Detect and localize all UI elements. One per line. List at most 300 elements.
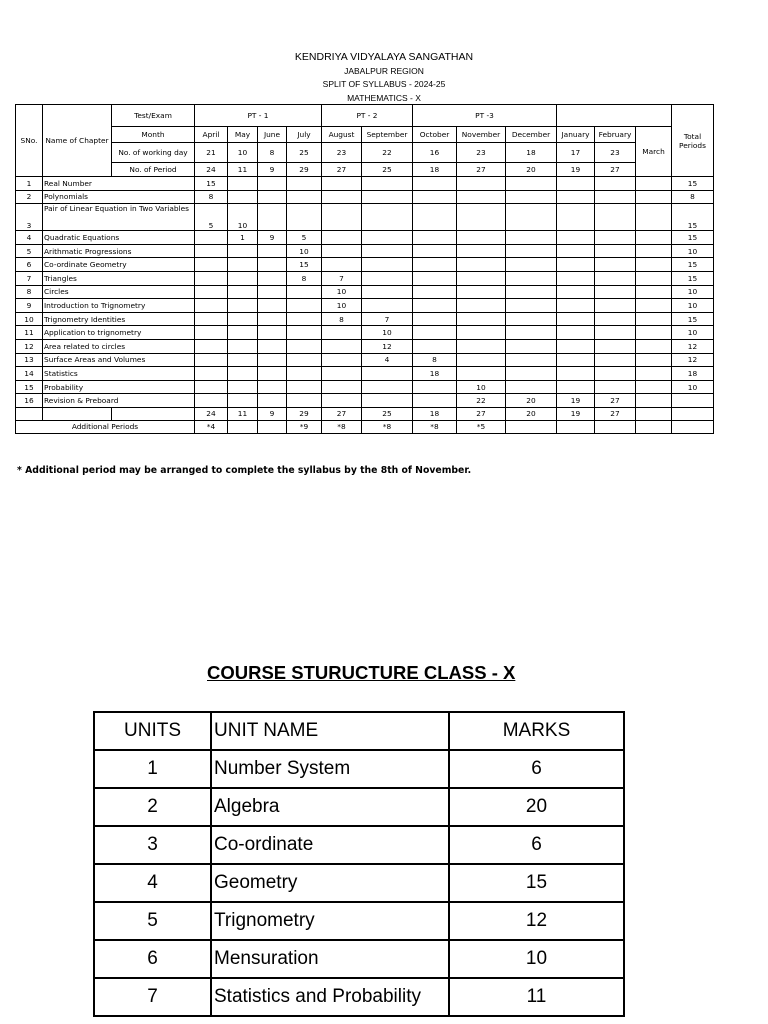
period-cell: 12: [362, 339, 413, 353]
period-cell: [595, 177, 636, 191]
month-cell: September: [362, 127, 413, 143]
period-cell: [195, 258, 228, 272]
total-periods-header: Total Periods: [672, 105, 714, 177]
period-cell: [595, 258, 636, 272]
period-cell: [258, 190, 287, 204]
unit-name: Co-ordinate: [211, 826, 449, 864]
period-cell: [636, 271, 672, 285]
periods-cell: 19: [557, 163, 595, 177]
chapter-total: 15: [672, 271, 714, 285]
period-cell: [457, 231, 506, 245]
period-cell: [557, 190, 595, 204]
periods-cell: 25: [362, 163, 413, 177]
unit-name: Mensuration: [211, 940, 449, 978]
period-cell: [413, 380, 457, 394]
period-cell: [258, 271, 287, 285]
period-cell: [636, 312, 672, 326]
pt3-header: PT -3: [413, 105, 557, 127]
period-cell: [322, 380, 362, 394]
total-cell: 9: [258, 407, 287, 420]
month-cell: January: [557, 127, 595, 143]
total-cell: 25: [362, 407, 413, 420]
periods-cell: 29: [287, 163, 322, 177]
period-cell: 8: [287, 271, 322, 285]
additional-cell: [506, 420, 557, 433]
period-cell: [258, 177, 287, 191]
period-cell: [595, 271, 636, 285]
period-cell: 15: [195, 177, 228, 191]
period-cell: 7: [322, 271, 362, 285]
period-cell: [457, 339, 506, 353]
chapter-row: [16, 326, 714, 340]
period-cell: [413, 231, 457, 245]
period-cell: [362, 231, 413, 245]
total-cell: 27: [322, 407, 362, 420]
period-cell: [258, 326, 287, 340]
course-row: [94, 940, 624, 978]
unit-marks: 12: [449, 902, 624, 940]
period-cell: 10: [362, 326, 413, 340]
period-cell: [457, 353, 506, 367]
period-cell: [636, 380, 672, 394]
period-cell: [258, 258, 287, 272]
period-cell: [557, 353, 595, 367]
period-cell: [506, 380, 557, 394]
chapter-name: Application to trignometry: [43, 326, 195, 340]
period-cell: 7: [362, 312, 413, 326]
periods-cell: 27: [457, 163, 506, 177]
unit-marks: 20: [449, 788, 624, 826]
chapter-name: Surface Areas and Volumes: [43, 353, 195, 367]
month-cell: April: [195, 127, 228, 143]
period-cell: [636, 367, 672, 381]
additional-cell: [636, 420, 672, 433]
period-cell: [557, 285, 595, 299]
unit-name: Geometry: [211, 864, 449, 902]
unit-marks: 6: [449, 826, 624, 864]
additional-cell: *8: [322, 420, 362, 433]
period-cell: [457, 190, 506, 204]
additional-cell: *8: [362, 420, 413, 433]
period-cell: [557, 299, 595, 313]
period-cell: [258, 204, 287, 231]
period-cell: [322, 339, 362, 353]
additional-periods-label: Additional Periods: [16, 420, 195, 433]
period-cell: [258, 339, 287, 353]
unit-name: Number System: [211, 750, 449, 788]
period-cell: [636, 204, 672, 231]
month-cell: May: [228, 127, 258, 143]
period-cell: [228, 367, 258, 381]
period-cell: [595, 231, 636, 245]
month-cell: October: [413, 127, 457, 143]
period-cell: 22: [457, 394, 506, 408]
chapter-name: Polynomials: [43, 190, 195, 204]
course-header-row: [94, 712, 624, 750]
period-cell: [258, 299, 287, 313]
period-cell: [413, 204, 457, 231]
period-cell: [595, 190, 636, 204]
chapter-row: [16, 299, 714, 313]
month-cell: July: [287, 127, 322, 143]
chapter-name: Statistics: [43, 367, 195, 381]
period-cell: 18: [413, 367, 457, 381]
chapter-row: [16, 380, 714, 394]
course-row: [94, 750, 624, 788]
chapter-total: 15: [672, 177, 714, 191]
chapter-row: [16, 190, 714, 204]
period-cell: 10: [228, 204, 258, 231]
subject-title: MATHEMATICS - X: [347, 93, 421, 103]
chapter-row: [16, 312, 714, 326]
additional-cell: *4: [195, 420, 228, 433]
chapter-name: Introduction to Trignometry: [43, 299, 195, 313]
blank-header-cell: [557, 105, 672, 127]
additional-cell: *8: [413, 420, 457, 433]
working-days-cell: 17: [557, 143, 595, 163]
chapter-total: 15: [672, 312, 714, 326]
period-cell: 8: [322, 312, 362, 326]
period-cell: [413, 258, 457, 272]
periods-label: No. of Period: [112, 163, 195, 177]
period-cell: [636, 258, 672, 272]
period-cell: 10: [287, 244, 322, 258]
total-cell: [636, 407, 672, 420]
org-title: KENDRIYA VIDYALAYA SANGATHAN: [294, 51, 474, 63]
period-cell: [362, 190, 413, 204]
period-cell: [195, 285, 228, 299]
chapter-sno: 10: [16, 312, 43, 326]
periods-cell: 24: [195, 163, 228, 177]
period-cell: [506, 312, 557, 326]
working-days-cell: 22: [362, 143, 413, 163]
period-cell: [362, 271, 413, 285]
period-cell: [595, 299, 636, 313]
period-cell: [258, 367, 287, 381]
period-cell: [322, 367, 362, 381]
period-cell: [413, 271, 457, 285]
period-cell: [595, 204, 636, 231]
period-cell: 8: [195, 190, 228, 204]
working-days-cell: 18: [506, 143, 557, 163]
period-cell: [258, 380, 287, 394]
unit-marks: 11: [449, 978, 624, 1016]
period-cell: [287, 177, 322, 191]
chapter-sno: 1: [16, 177, 43, 191]
chapter-sno: 14: [16, 367, 43, 381]
chapter-total: 15: [672, 231, 714, 245]
period-cell: [287, 326, 322, 340]
period-cell: [413, 326, 457, 340]
chapter-sno: 2: [16, 190, 43, 204]
period-cell: [362, 204, 413, 231]
unit-number: 1: [94, 750, 211, 788]
period-cell: [362, 394, 413, 408]
periods-cell: 27: [322, 163, 362, 177]
unit-name: Algebra: [211, 788, 449, 826]
chapter-sno: 3: [16, 204, 43, 231]
period-cell: [636, 285, 672, 299]
period-cell: [258, 285, 287, 299]
period-cell: 10: [457, 380, 506, 394]
period-cell: [287, 285, 322, 299]
chapter-row: [16, 285, 714, 299]
period-cell: [322, 394, 362, 408]
chapter-row: [16, 394, 714, 408]
course-row: [94, 826, 624, 864]
period-cell: [413, 285, 457, 299]
period-cell: 20: [506, 394, 557, 408]
period-cell: [195, 312, 228, 326]
period-cell: [287, 204, 322, 231]
unit-number: 5: [94, 902, 211, 940]
period-cell: [557, 231, 595, 245]
period-cell: [228, 299, 258, 313]
region-title: JABALPUR REGION: [344, 66, 424, 76]
period-cell: [195, 231, 228, 245]
period-cell: [557, 204, 595, 231]
chapter-name: Co-ordinate Geometry: [43, 258, 195, 272]
chapter-total: 10: [672, 244, 714, 258]
unit-marks: 10: [449, 940, 624, 978]
period-cell: [362, 244, 413, 258]
period-cell: [228, 353, 258, 367]
period-cell: [457, 177, 506, 191]
period-cell: 4: [362, 353, 413, 367]
chapter-name: Quadratic Equations: [43, 231, 195, 245]
chapter-name: Arithmatic Progressions: [43, 244, 195, 258]
unit-name: Statistics and Probability: [211, 978, 449, 1016]
chapter-total: 12: [672, 353, 714, 367]
chapter-name: Real Number: [43, 177, 195, 191]
syllabus-subtitle: SPLIT OF SYLLABUS - 2024-25: [322, 79, 446, 89]
period-cell: [228, 285, 258, 299]
chapter-sno: 12: [16, 339, 43, 353]
chapter-row: [16, 367, 714, 381]
period-cell: [595, 312, 636, 326]
period-cell: 10: [322, 299, 362, 313]
chapter-name: Probability: [43, 380, 195, 394]
chapter-header: Name of Chapter: [43, 105, 112, 177]
period-cell: [557, 339, 595, 353]
chapter-row: [16, 339, 714, 353]
period-cell: [557, 312, 595, 326]
chapter-sno: 7: [16, 271, 43, 285]
period-cell: [413, 299, 457, 313]
period-cell: [287, 380, 322, 394]
period-cell: [258, 244, 287, 258]
totals-row: [16, 407, 714, 420]
working-days-cell: 16: [413, 143, 457, 163]
period-cell: [457, 285, 506, 299]
period-cell: 9: [258, 231, 287, 245]
period-cell: [322, 177, 362, 191]
period-cell: [258, 312, 287, 326]
working-days-cell: 21: [195, 143, 228, 163]
periods-cell: 11: [228, 163, 258, 177]
period-cell: [506, 177, 557, 191]
period-cell: [636, 244, 672, 258]
periods-cell: 9: [258, 163, 287, 177]
period-cell: [362, 299, 413, 313]
additional-cell: *9: [287, 420, 322, 433]
total-cell: 19: [557, 407, 595, 420]
working-days-cell: 23: [322, 143, 362, 163]
total-cell: 29: [287, 407, 322, 420]
period-cell: [557, 271, 595, 285]
test-exam-label: Test/Exam: [112, 105, 195, 127]
period-cell: [287, 190, 322, 204]
period-cell: [506, 244, 557, 258]
period-cell: [228, 244, 258, 258]
period-cell: [636, 326, 672, 340]
period-cell: [636, 394, 672, 408]
chapter-sno: 11: [16, 326, 43, 340]
period-cell: [413, 312, 457, 326]
period-cell: [595, 367, 636, 381]
additional-cell: [595, 420, 636, 433]
total-cell: 24: [195, 407, 228, 420]
chapter-total: 12: [672, 339, 714, 353]
period-cell: [195, 394, 228, 408]
period-cell: [506, 339, 557, 353]
period-cell: [595, 339, 636, 353]
period-cell: [287, 312, 322, 326]
period-cell: [506, 367, 557, 381]
unit-number: 3: [94, 826, 211, 864]
chapter-total: 10: [672, 285, 714, 299]
period-cell: [228, 177, 258, 191]
period-cell: 8: [413, 353, 457, 367]
month-cell: June: [258, 127, 287, 143]
additional-cell: *5: [457, 420, 506, 433]
period-cell: [636, 353, 672, 367]
period-cell: [457, 204, 506, 231]
syllabus-split-table: [15, 104, 714, 434]
period-cell: [457, 244, 506, 258]
period-cell: [636, 190, 672, 204]
period-cell: [595, 353, 636, 367]
period-cell: [506, 204, 557, 231]
chapter-row: [16, 204, 714, 231]
period-cell: [457, 258, 506, 272]
month-cell: August: [322, 127, 362, 143]
period-cell: 10: [322, 285, 362, 299]
period-cell: [506, 285, 557, 299]
period-cell: [287, 299, 322, 313]
period-cell: [195, 299, 228, 313]
period-cell: [322, 190, 362, 204]
period-cell: [362, 380, 413, 394]
month-cell: November: [457, 127, 506, 143]
total-cell: 27: [457, 407, 506, 420]
chapter-name: Triangles: [43, 271, 195, 285]
working-days-cell: 8: [258, 143, 287, 163]
chapter-name: Pair of Linear Equation in Two Variables: [43, 204, 195, 231]
total-cell: 18: [413, 407, 457, 420]
period-cell: [322, 244, 362, 258]
period-cell: [195, 244, 228, 258]
chapter-sno: 9: [16, 299, 43, 313]
chapter-total: 15: [672, 204, 714, 231]
month-cell: March: [636, 127, 672, 177]
period-cell: [195, 326, 228, 340]
chapter-total: 10: [672, 299, 714, 313]
period-cell: [557, 367, 595, 381]
chapter-total: 15: [672, 258, 714, 272]
chapter-total: 10: [672, 380, 714, 394]
period-cell: [457, 367, 506, 381]
period-cell: [413, 190, 457, 204]
period-cell: [228, 339, 258, 353]
period-cell: [362, 285, 413, 299]
course-rows: [94, 750, 624, 1016]
period-cell: [228, 271, 258, 285]
period-cell: [413, 339, 457, 353]
additional-period-note: * Additional period may be arranged to complete the syllabus by the 8th of November.: [17, 465, 472, 476]
chapter-row: [16, 177, 714, 191]
period-cell: [595, 285, 636, 299]
chapter-total: 8: [672, 190, 714, 204]
additional-cell: [258, 420, 287, 433]
sno-header: SNo.: [16, 105, 43, 177]
additional-cell: [557, 420, 595, 433]
course-row: [94, 788, 624, 826]
period-cell: [457, 312, 506, 326]
chapter-rows: [16, 177, 714, 408]
pt2-header: PT - 2: [322, 105, 413, 127]
unit-name-header: UNIT NAME: [211, 712, 449, 750]
period-cell: [557, 380, 595, 394]
additional-cell: [228, 420, 258, 433]
month-cell: December: [506, 127, 557, 143]
period-cell: [557, 326, 595, 340]
unit-marks: 6: [449, 750, 624, 788]
unit-number: 2: [94, 788, 211, 826]
period-cell: [322, 326, 362, 340]
period-cell: [258, 353, 287, 367]
course-row: [94, 902, 624, 940]
period-cell: [195, 353, 228, 367]
period-cell: [506, 190, 557, 204]
chapter-sno: 15: [16, 380, 43, 394]
period-cell: [195, 380, 228, 394]
chapter-sno: 6: [16, 258, 43, 272]
period-cell: [195, 339, 228, 353]
additional-periods-row: [16, 420, 714, 433]
chapter-sno: 13: [16, 353, 43, 367]
chapter-total: 18: [672, 367, 714, 381]
course-row: [94, 864, 624, 902]
working-days-cell: 23: [457, 143, 506, 163]
period-cell: [557, 244, 595, 258]
period-cell: [228, 380, 258, 394]
marks-header: MARKS: [449, 712, 624, 750]
chapter-sno: 16: [16, 394, 43, 408]
period-cell: [195, 367, 228, 381]
chapter-sno: 4: [16, 231, 43, 245]
period-cell: 27: [595, 394, 636, 408]
period-cell: [595, 244, 636, 258]
period-cell: [457, 326, 506, 340]
total-cell: 27: [595, 407, 636, 420]
period-cell: [228, 258, 258, 272]
period-cell: [506, 353, 557, 367]
chapter-total: [672, 394, 714, 408]
period-cell: [228, 190, 258, 204]
period-cell: [287, 394, 322, 408]
working-days-cell: 10: [228, 143, 258, 163]
